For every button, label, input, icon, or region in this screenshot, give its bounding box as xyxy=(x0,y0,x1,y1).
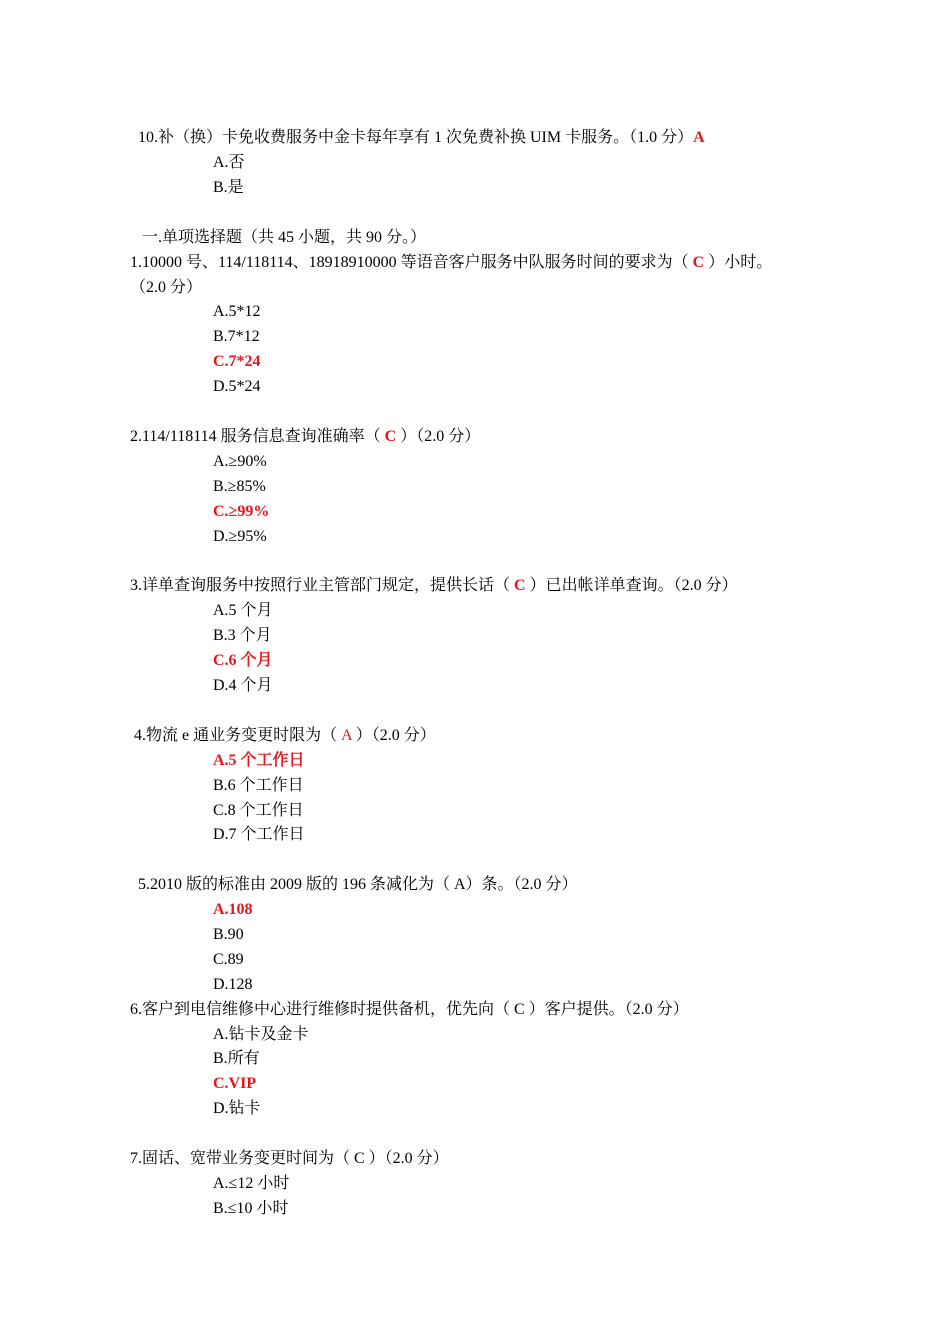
question-3-option-a: A.5 个月 xyxy=(213,602,273,619)
question-4-answer: A xyxy=(341,727,352,744)
question-2-stem-end: ）（2.0 分） xyxy=(396,428,481,445)
question-1-option-d: D.5*24 xyxy=(213,378,261,395)
question-10-text xyxy=(138,128,705,148)
question-3-text xyxy=(130,576,738,596)
question-2-text xyxy=(130,427,480,447)
question-10-option-a: A.否 xyxy=(213,154,245,171)
question-2-answer: C xyxy=(384,428,397,445)
question-1-option-a: A.5*12 xyxy=(213,303,261,320)
question-1-option-c-correct: C.7*24 xyxy=(213,353,261,370)
question-1-option-b: B.7*12 xyxy=(213,328,260,345)
question-6-option-a: A.钻卡及金卡 xyxy=(213,1026,309,1043)
question-2-option-d: D.≥95% xyxy=(213,528,267,545)
question-4-option-b: B.6 个工作日 xyxy=(213,777,304,794)
question-6-option-b: B.所有 xyxy=(213,1050,260,1067)
question-7-option-a: A.≤12 小时 xyxy=(213,1175,290,1192)
question-1-stem-end: ）小时。 xyxy=(704,254,773,271)
question-1-text xyxy=(130,253,772,273)
section-heading: 一.单项选择题（共 45 小题，共 90 分。） xyxy=(142,229,427,246)
question-5-option-d: D.128 xyxy=(213,976,253,993)
question-4-text xyxy=(134,726,436,746)
question-4-stem-end: ）（2.0 分） xyxy=(351,727,436,744)
question-2-option-a: A.≥90% xyxy=(213,453,267,470)
question-7-text: 7.固话、宽带业务变更时间为（ C ）（2.0 分） xyxy=(130,1150,449,1167)
question-3-option-c-correct: C.6 个月 xyxy=(213,652,273,669)
question-4-option-c: C.8 个工作日 xyxy=(213,802,304,819)
question-4-option-a-correct: A.5 个工作日 xyxy=(213,752,305,769)
question-5-text: 5.2010 版的标准由 2009 版的 196 条减化为（ A）条。（2.0 分） xyxy=(138,876,578,893)
question-6-option-d: D.钻卡 xyxy=(213,1100,261,1117)
question-3-stem-end: ）已出帐详单查询。（2.0 分） xyxy=(525,577,738,594)
question-1-answer: C xyxy=(692,254,705,271)
question-3-answer: C xyxy=(514,577,526,594)
question-5-option-b: B.90 xyxy=(213,926,244,943)
question-2-option-b: B.≥85% xyxy=(213,478,266,495)
question-3-stem: 3.详单查询服务中按照行业主管部门规定，提供长话（ xyxy=(130,577,515,594)
question-1-score: （2.0 分） xyxy=(130,279,203,296)
question-4-stem: 4.物流 e 通业务变更时限为（ xyxy=(134,727,342,744)
question-6-option-c-correct: C.VIP xyxy=(213,1075,257,1092)
question-5-option-c: C.89 xyxy=(213,951,244,968)
question-3-option-b: B.3 个月 xyxy=(213,627,272,644)
question-2-option-c-correct: C.≥99% xyxy=(213,503,270,520)
question-6-text: 6.客户到电信维修中心进行维修时提供备机，优先向（ C ）客户提供。（2.0 分） xyxy=(130,1001,689,1018)
question-2-stem: 2.114/118114 服务信息查询准确率（ xyxy=(130,428,385,445)
question-5-option-a-correct: A.108 xyxy=(213,901,253,918)
question-7-option-b: B.≤10 小时 xyxy=(213,1200,289,1217)
question-10-stem: 10.补（换）卡免收费服务中金卡每年享有 1 次免费补换 UIM 卡服务。（1.0 分） xyxy=(138,129,694,146)
question-10-option-b: B.是 xyxy=(213,179,244,196)
question-10-answer: A xyxy=(693,129,705,146)
question-3-option-d: D.4 个月 xyxy=(213,677,273,694)
question-4-option-d: D.7 个工作日 xyxy=(213,826,305,843)
question-1-stem: 1.10000 号、114/118114、18918910000 等语音客户服务中队服务时间的要求为（ xyxy=(130,254,693,271)
